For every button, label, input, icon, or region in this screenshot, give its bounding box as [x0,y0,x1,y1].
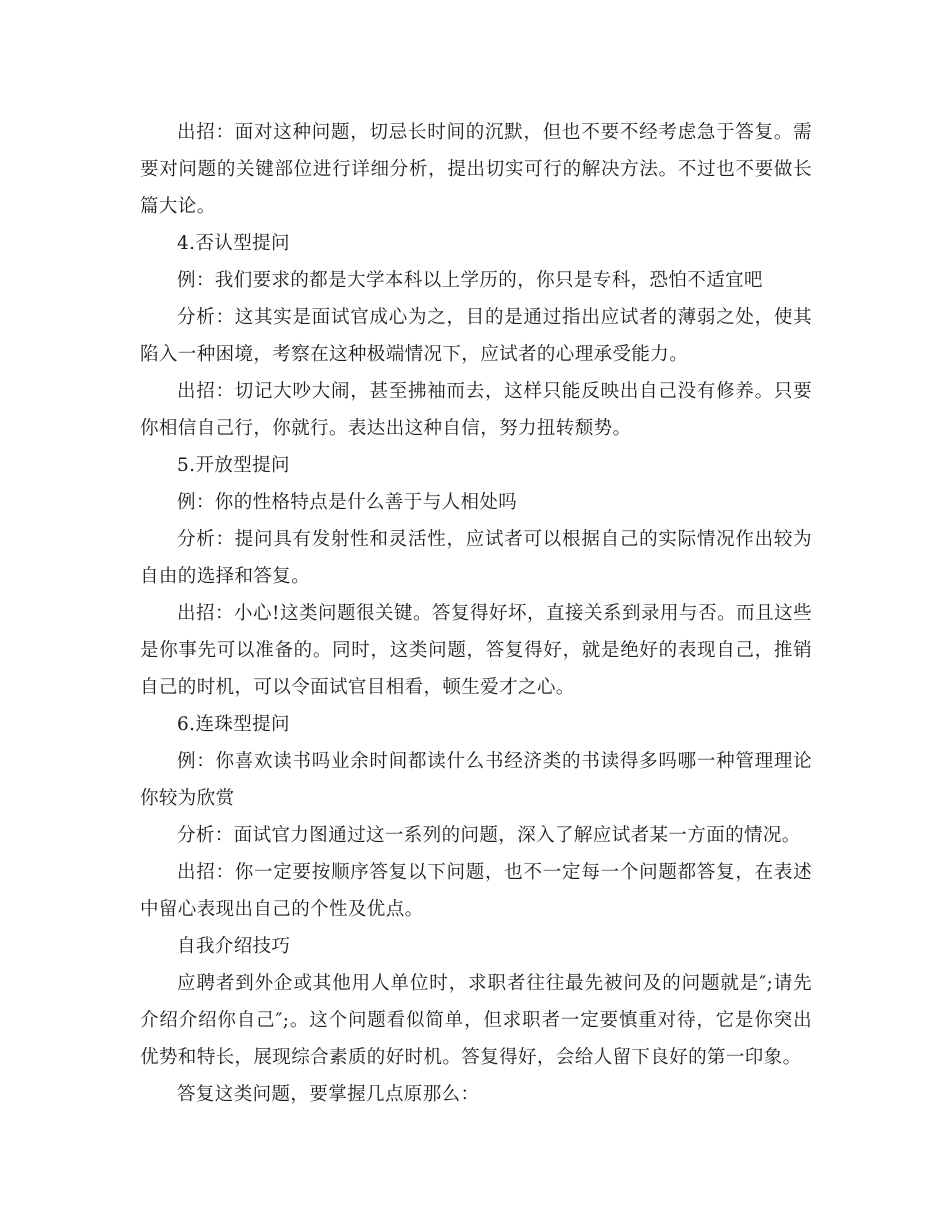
paragraph-chain-answer: 出招：你一定要按顺序答复以下问题，也不一定每一个问题都答复，在表述中留心表现出自己的个性及优点。 [140,862,812,920]
paragraph-chain-example: 例：你喜欢读书吗业余时间都读什么书经济类的书读得多吗哪一种管理理论你较为欣赏 [140,751,812,809]
heading-open-question: 5.开放型提问 [177,455,290,476]
paragraph-chain-analysis: 分析：面试官力图通过这一系列的问题，深入了解应试者某一方面的情况。 [177,825,801,846]
paragraph-answer-tips-intro: 出招：面对这种问题，切忌长时间的沉默，但也不要不经考虑急于答复。需要对问题的关键部位进行详细分析，提出切实可行的解决方法。不过也不要做长篇大论。 [140,122,812,217]
paragraph-denial-analysis: 分析：这其实是面试官成心为之，目的是通过指出应试者的薄弱之处，使其陷入一种困境，考察在这种极端情况下，应试者的心理承受能力。 [140,307,812,365]
paragraph-self-intro-body: 应聘者到外企或其他用人单位时，求职者往往最先被问及的问题就是″;请先介绍介绍你自己″;。这个问题看似简单，但求职者一定要慎重对待，它是你突出优势和特长，展现综合素质的好时机。答复得好，会给人留下良好的第一印象。 [140,973,812,1068]
paragraph-denial-answer: 出招：切记大吵大闹，甚至拂袖而去，这样只能反映出自己没有修养。只要你相信自己行，你就行。表达出这种自信，努力扭转颓势。 [140,381,812,439]
paragraph-denial-example: 例：我们要求的都是大学本科以上学历的，你只是专科，恐怕不适宜吧 [177,270,763,291]
paragraph-self-intro-principles: 答复这类问题，要掌握几点原那么： [177,1084,480,1105]
document-body [140,114,812,1113]
paragraph-open-analysis: 分析：提问具有发射性和灵活性，应试者可以根据自己的实际情况作出较为自由的选择和答复。 [140,529,812,587]
heading-chain-question: 6.连珠型提问 [177,714,290,735]
paragraph-open-answer: 出招：小心!这类问题很关键。答复得好坏，直接关系到录用与否。而且这些是你事先可以准备的。同时，这类问题，答复得好，就是绝好的表现自己，推销自己的时机，可以令面试官目相看，顿生爱才之心。 [140,603,812,698]
heading-self-introduction: 自我介绍技巧 [177,936,291,957]
paragraph-open-example: 例：你的性格特点是什么善于与人相处吗 [177,492,518,513]
heading-denial-question: 4.否认型提问 [177,233,290,254]
